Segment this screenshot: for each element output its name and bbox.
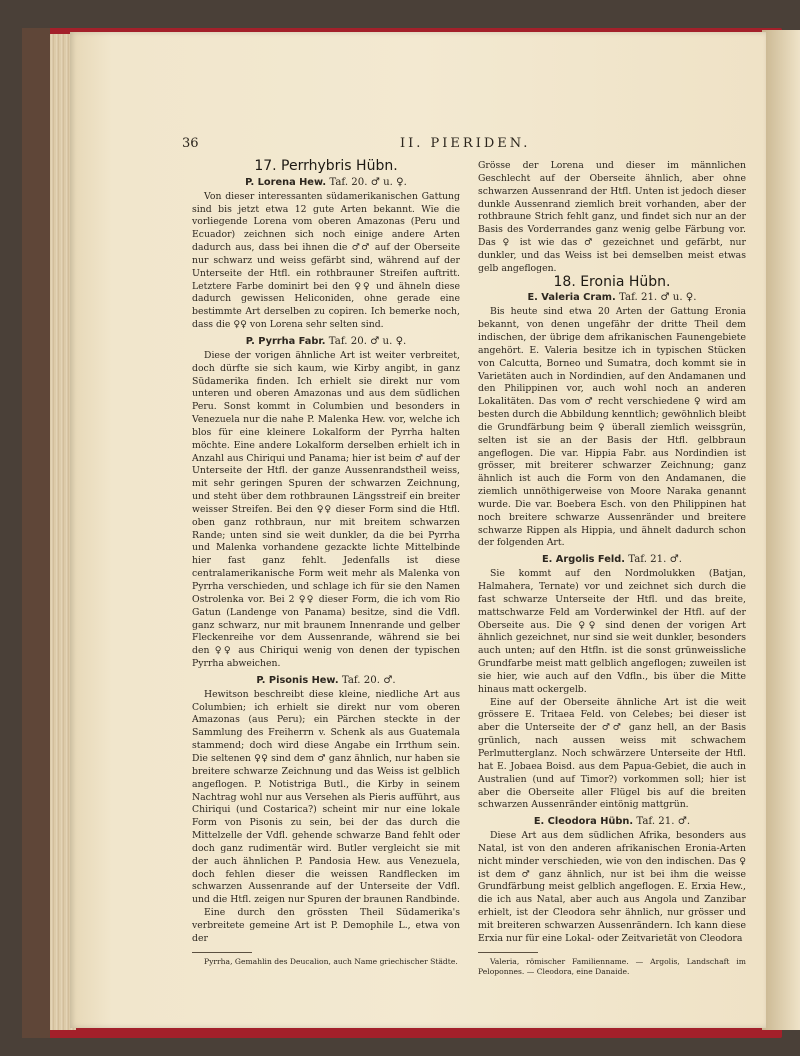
species-heading [478, 554, 746, 567]
genus-heading: 17. Perrhybris Hübn. [254, 158, 398, 174]
body-paragraph: Grösse der Lorena und dieser im männlichen Geschlecht auf der Oberseite ähnlich, aber ohne schwarzen Aussenrand der Htfl. Unten ist jedoch dieser dunkle Aussenrand ziemlich breit vorhanden, aber der rothbraune Strich fehlt ganz, und findet sich nur an der Basis des Vorderrandes ganz wenig gelbe Färbung vor. Das ♀ ist wie das ♂ gezeichnet und gefärbt, nur dunkler, und das Weiss ist bei demselben meist etwas gelb angeflogen. [478, 160, 746, 274]
species-name: P. Pyrrha Fabr. [245, 335, 326, 347]
species-name: E. Cleodora Hübn. [533, 816, 634, 828]
species-heading [478, 816, 746, 829]
running-head: II. PIERIDEN. [400, 136, 531, 151]
left-text-column [192, 160, 460, 967]
footnote-rule [192, 952, 252, 953]
genus-heading: 18. Eronia Hübn. [553, 273, 671, 290]
body-paragraph: Diese Art aus dem südlichen Afrika, besonders aus Natal, ist von den anderen afrikanischen Eronia-Arten nicht minder verschieden, wie von den indischen. Das ♀ ist dem ♂ ganz ähnlich, nur ist bei ihm die weisse Grundfärbung meist gelblich angeflogen. E. Erxia Hew., die ich aus Natal, aber auch aus Angola und Zanzibar erhielt, ist der Cleodora sehr ähnlich, nur grösser und mit breiteren schwarzen Aussenrändern. Ich kann diese Erxia nur für eine Lokal- oder Zeitvarietät von Cleodora [478, 830, 746, 944]
species-heading [192, 177, 460, 190]
body-paragraph: Eine auf der Oberseite ähnliche Art ist die weit grössere E. Tritaea Feld. von Celebes; bei dieser ist aber die Unterseite der ♂♂ ganz hell, an der Basis grünlich, nach aussen weiss mit schwachem Perlmutterglanz. Noch schwärzere Unterseite der Htfl. hat E. Jobaea Boisd. aus dem Papua-Gebiet, die auch in Australien (und auf Timor?) vorkommen soll; hier ist aber die Oberseite aller Flügel bis auf die breiten schwarzen Aussenränder eintönig mattgrün. [478, 696, 746, 811]
species-heading [192, 336, 460, 349]
footnote: Valeria, römischer Familienname. — Argolis, Landschaft im Peloponnes. — Cleodora, eine Danaide. [478, 956, 746, 976]
plate-reference: Taf. 21. ♂ u. ♀. [619, 292, 697, 304]
species-name: P. Pisonis Hew. [256, 674, 339, 686]
species-name: E. Argolis Feld. [541, 554, 625, 566]
body-paragraph: Hewitson beschreibt diese kleine, niedliche Art aus Columbien; ich erhielt sie direkt nur vom oberen Amazonas (aus Peru); ein Pärchen steckte in der Sammlung des Freiherrn v. Schenk als aus Guatemala stammend; doch wird diese Angabe ein Irrthum sein. Die seltenen ♀♀ sind dem ♂ ganz ähnlich, nur haben sie breitere schwarze Zeichnung und das Weiss ist gelblich angeflogen. P. Notistriga Butl., die Kirby in seinem Nachtrag wohl nur aus Versehen als Pieris aufführt, aus Chiriqui (und Costarica?) scheint mir nur eine lokale Form von Pisonis zu sein, bei der das durch die Mittelzelle der Vdfl. gehende schwarze Band fehlt oder doch ganz rudimentär wird. Butler vergleicht sie mit der auch ähnlichen P. Pandosia Hew. aus Venezuela, doch fehlen dieser die weissen Randflecken im schwarzen Aussenrande auf der Unterseite der Vdfl. und die Htfl. zeigen nur Spuren der braunen Randbinde. [192, 688, 460, 906]
plate-reference: Taf. 20. ♂. [341, 674, 396, 686]
species-heading [478, 292, 746, 305]
body-paragraph: Von dieser interessanten südamerikanischen Gattung sind bis jetzt etwa 12 gute Arten bekannt. Wie die vorliegende Lorena vom oberen Amazonas (Peru und Ecuador) zeichnen sich noch einige andere Arten dadurch aus, dass bei ihnen die ♂♂ auf der Oberseite nur schwarz und weiss gefärbt sind, während auf der Unterseite der Htfl. ein rothbrauner Streifen auftritt. Letztere Farbe dominirt bei den ♀♀ und ähneln diese dadurch gewissen Heliconiden, ohne gerade eine bestimmte Art derselben zu copiren. Ich bemerke noch, dass die ♀♀ von Lorena sehr selten sind. [192, 190, 460, 331]
adjacent-page [762, 30, 800, 1030]
body-paragraph: Eine durch den grössten Theil Südamerika's verbreitete gemeine Art ist P. Demophile L., etwa von der [192, 907, 460, 944]
right-text-column [478, 160, 746, 977]
plate-reference: Taf. 21. ♂. [636, 816, 691, 828]
species-name: P. Lorena Hew. [245, 176, 327, 188]
body-paragraph: Diese der vorigen ähnliche Art ist weiter verbreitet, doch dürfte sie sich kaum, wie Kirby angibt, in ganz Südamerika finden. Ich erhielt sie direkt nur vom unteren und oberen Amazonas und aus dem südlichen Peru. Sonst kommt in Columbien und besonders in Venezuela nur die nahe P. Malenka Hew. vor, welche ich blos für eine kleinere Lokalform der Pyrrha halten möchte. Eine andere Lokalform derselben erhielt ich in Anzahl aus Chiriqui und Panama; hier ist beim ♂ auf der Unterseite der Htfl. der ganze Aussenrandstheil weiss, mit sehr geringen Spuren der schwarzen Zeichnung, und steht über dem rothbraunen Längsstreif ein breiter weisser Streifen. Bei den ♀♀ dieser Form sind die Htfl. oben ganz rothbraun, nur mit breitem schwarzen Rande; unten sind sie weit dunkler, da die bei Pyrrha und Malenka vorhandene gezackte lichte Mittelbinde hier fast ganz fehlt. Jedenfalls ist diese centralamerikanische Form weit mehr als Malenka von Pyrrha verschieden, und schlage ich für sie den Namen Ostrolenka vor. Bei 2 ♀♀ dieser Form, die ich vom Rio Gatun (Landenge von Panama) besitze, sind die Vdfl. ganz schwarz, nur mit braunem Innenrande und gelber Fleckenreihe vor dem Aussenrande, während sie bei den ♀♀ aus Chiriqui wenig von denen der typischen Pyrrha abweichen. [192, 349, 460, 670]
plate-reference: Taf. 20. ♂ u. ♀. [328, 335, 407, 347]
species-name: E. Valeria Cram. [527, 292, 616, 304]
footnote-rule [478, 952, 538, 953]
page-number: 36 [182, 136, 199, 151]
body-paragraph: Sie kommt auf den Nordmolukken (Batjan, Halmahera, Ternate) vor und zeichnet sich durch die fast schwarze Unterseite der Htfl. und das breite, mattschwarze Feld am Vorderwinkel der Htfl. auf der Oberseite aus. Die ♀♀ sind denen der vorigen Art ähnlich gezeichnet, nur sind sie weit dunkler, besonders auch unten; auf den Htfln. ist die sonst grünweissliche Grundfarbe meist matt gelblich angeflogen; zuweilen ist sie hier, wie auch auf den Vdfln., bis über die Mitte hinaus matt ockergelb. [478, 568, 746, 695]
plate-reference: Taf. 21. ♂. [628, 554, 682, 566]
body-paragraph: Bis heute sind etwa 20 Arten der Gattung Eronia bekannt, von denen ungefähr der dritte Theil dem indischen, der übrige dem afrikanischen Faunengebiete angehört. E. Valeria besitze ich in typischen Stücken von Calcutta, Borneo und Sumatra, doch kommt sie in Varietäten auch in Nordindien, auf den Andamanen und den Philippinen vor, auch wohl noch an anderen Lokalitäten. Das vom ♂ recht verschiedene ♀ wird am besten durch die Abbildung kenntlich; gewöhnlich bleibt die Grundfärbung beim ♀ überall ziemlich weissgrün, selten ist sie an der Basis der Htfl. gelbbraun angeflogen. Die var. Hippia Fabr. aus Nordindien ist grösser, mit breiterer schwarzer Zeichnung; ganz ähnlich ist auch die Form von den Andamanen, die ziemlich unnöthigerweise von Moore Naraka genannt wurde. Die var. Boebera Esch. von den Philippinen hat noch breitere schwarze Aussenränder und breitere schwarze Rippen als Hippia, und ähnelt dadurch schon der folgenden Art. [478, 306, 746, 549]
plate-reference: Taf. 20. ♂ u. ♀. [329, 176, 407, 188]
species-heading [192, 675, 460, 688]
book-spine-strip [22, 28, 50, 1038]
footnote: Pyrrha, Gemahlin des Deucalion, auch Name griechischer Städte. [204, 956, 458, 966]
